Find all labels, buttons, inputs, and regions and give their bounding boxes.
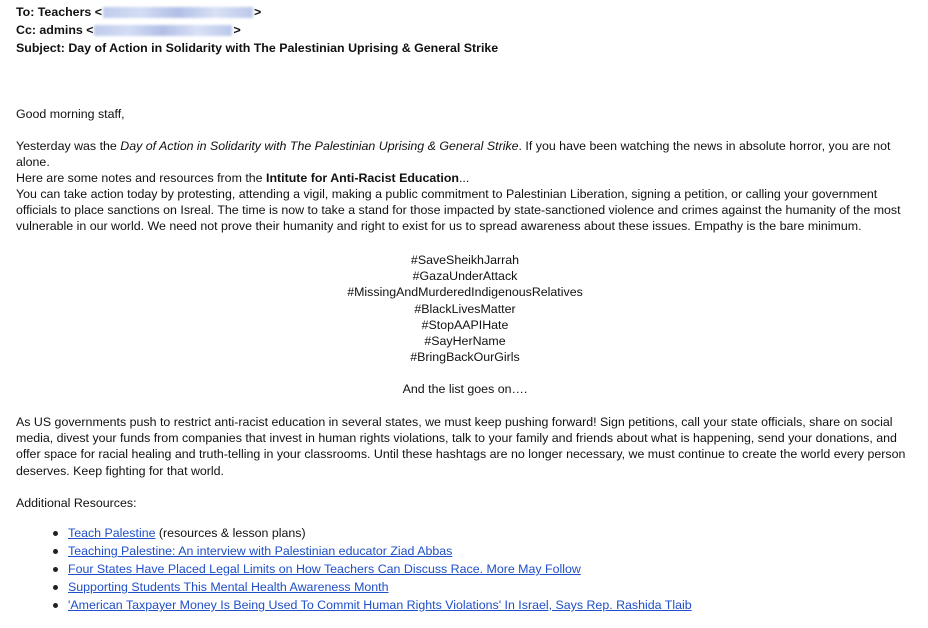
hashtag: #SaveSheikhJarrah [410,253,520,267]
p1-end: . If you have been watching the news in absolute horror, you are not alone. [16,139,891,170]
list-item [68,524,692,542]
list-item [68,542,692,560]
paragraph-intro [16,138,914,170]
resource-link-teach-palestine[interactable]: Teach Palestine [68,526,156,540]
subject-line: Subject: Day of Action in Solidarity with The Palestinian Uprising & General Strike [16,41,499,55]
resource-link-mental-health[interactable]: Supporting Students This Mental Health Awareness Month [68,580,389,594]
cc-close: > [233,23,241,37]
institute-name: Intitute for Anti-Racist Education [266,171,459,185]
list-item [68,578,692,596]
redacted-email [103,7,253,18]
greeting: Good morning staff, [16,107,125,121]
resource-link-interview[interactable]: Teaching Palestine: An interview with Palestinian educator Ziad Abbas [68,544,453,558]
resource-link-taxpayer-money[interactable]: 'American Taxpayer Money Is Being Used To Commit Human Rights Violations' In Israel, Says Rep. Rashida Tlaib [68,598,692,612]
hashtag: #MissingAndMurderedIndigenousRelatives [347,285,583,300]
paragraph-push-forward: As US governments push to restrict anti-racist education in several states, we must keep pushing forward! Sign petitions, call your state officials, share on social media, divest your funds from companies that invest in human rights violations, talk to your family and friends about what is happening, send your donations, and offer space for racial healing and truth-telling in your classrooms. Until these hashtags are no longer necessary, we must continue to create the world every person deserves. Keep fighting for that world. [16,415,906,478]
hashtag-list [16,252,914,365]
hashtag: #SayHerName [424,333,506,348]
resource-suffix: (resources & lesson plans) [155,526,306,540]
p1-event-name: Day of Action in Solidarity with The Palestinian Uprising & General Strike [120,139,519,153]
redacted-email [94,25,232,36]
cc-label: Cc: admins < [16,23,94,37]
to-label: To: Teachers < [16,5,102,19]
p2-end: ... [458,171,470,185]
cc-line [16,22,241,38]
to-line [16,4,261,20]
list-goes-on: And the list goes on…. [402,382,528,396]
paragraph-action: You can take action today by protesting, attending a vigil, making a public commitment to Palestinian Liberation, signing a petition, or calling your government officials to place sanctions on Isreal. The time is now to take a stand for those impacted by state-sanctioned violence and crimes against the humanity of the most vulnerable in our world. We need not prove their humanity and right to exist for us to spread awareness about these issues. Empathy is the bare minimum. [16,187,901,234]
list-item [68,560,692,578]
resource-list [16,524,692,614]
additional-resources-heading: Additional Resources: [16,496,137,510]
hashtag: #GazaUnderAttack [412,269,518,284]
paragraph-notes [16,170,914,186]
p1-start: Yesterday was the [16,139,121,153]
hashtag: #StopAAPIHate [421,317,509,332]
list-item [68,596,692,614]
p2-start: Here are some notes and resources from the [16,171,266,185]
to-close: > [253,5,262,19]
resource-link-four-states[interactable]: Four States Have Placed Legal Limits on How Teachers Can Discuss Race. More May Follow [68,562,581,576]
hashtag: #BringBackOurGirls [410,350,520,365]
hashtag: #BlackLivesMatter [414,301,516,316]
